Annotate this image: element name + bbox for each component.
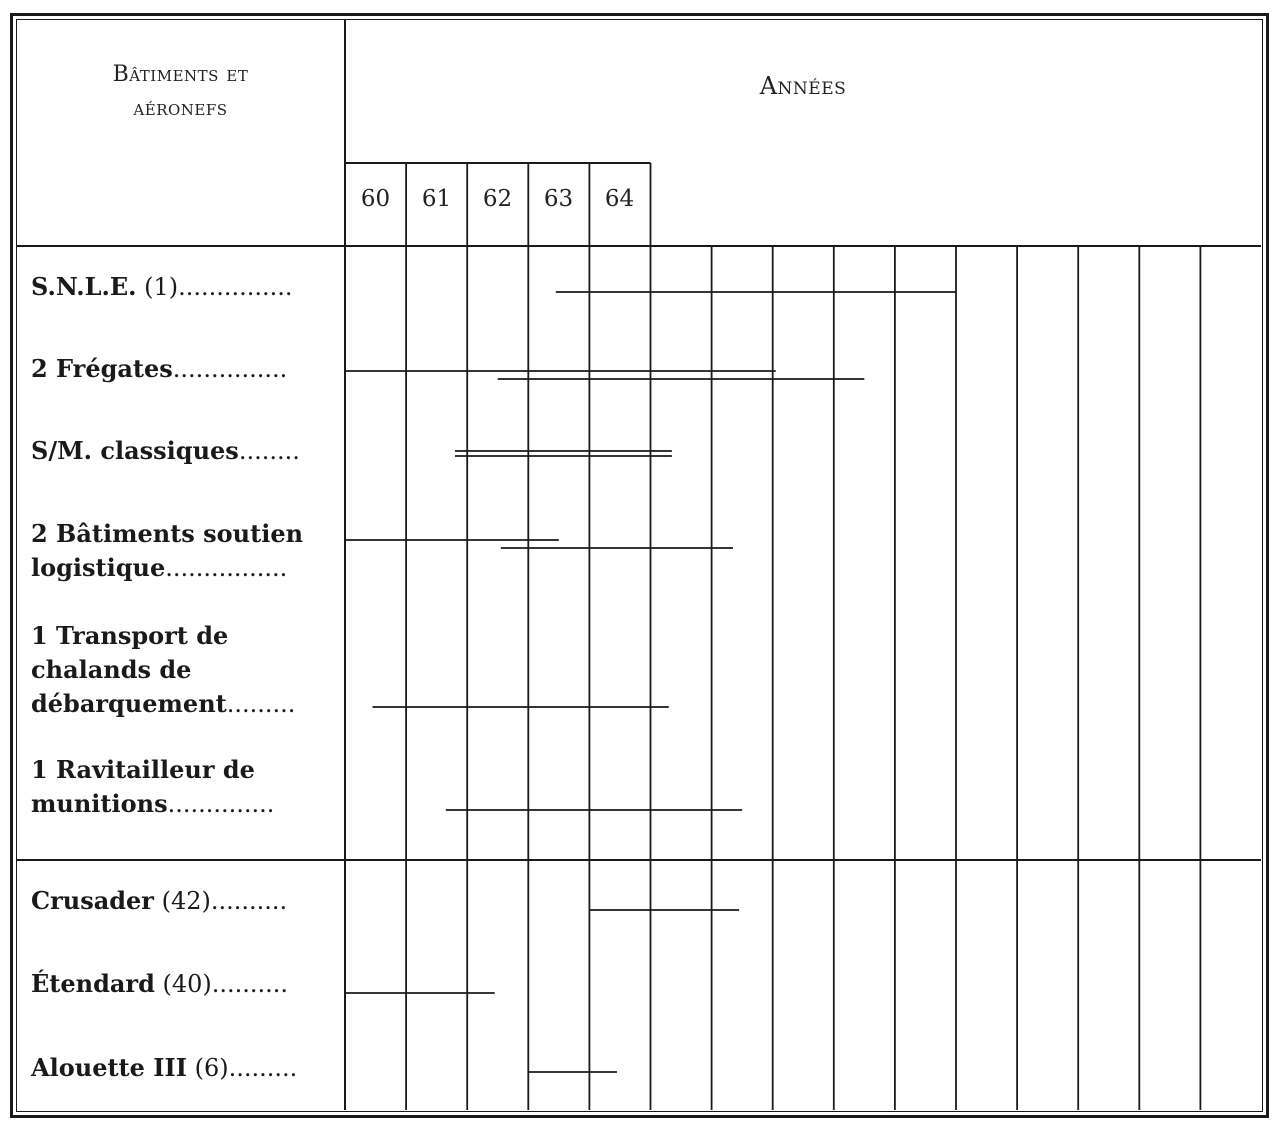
row-detail: (42) <box>153 887 211 915</box>
row-name: S.N.L.E. <box>31 272 137 301</box>
row-name: Alouette III <box>31 1053 187 1082</box>
row-detail: (40) <box>154 970 212 998</box>
header-left-line1: Bâtiments et <box>112 62 249 87</box>
row-leader: ........ <box>238 437 300 465</box>
row-detail: (1) <box>136 273 179 301</box>
year-label: 60 <box>360 186 391 212</box>
header-left-line2: aéronefs <box>133 96 228 121</box>
row-leader: .......... <box>211 970 289 998</box>
year-label: 63 <box>543 186 574 212</box>
row-detail: (6) <box>186 1054 229 1082</box>
row-leader: ................ <box>165 554 288 582</box>
row-name-line1: 2 Bâtiments soutien <box>31 519 304 548</box>
row-label-snle <box>31 270 329 304</box>
header-years: Années <box>759 72 847 100</box>
row-name: 2 Frégates <box>31 354 173 383</box>
row-label-sm-classiques <box>31 434 329 468</box>
row-name-line2: logistique <box>31 553 166 582</box>
row-name-line2: munitions <box>31 789 168 818</box>
header-ships-aircraft <box>17 58 344 126</box>
row-label-etendard <box>31 967 329 1001</box>
row-label-crusader <box>31 884 329 918</box>
row-name-line3: débarquement <box>31 689 227 718</box>
row-name-line1: 1 Transport de <box>31 621 229 650</box>
row-label-fregates <box>31 352 329 386</box>
row-leader: ............... <box>172 355 288 383</box>
year-label: 61 <box>421 186 452 212</box>
row-name-line1: 1 Ravitailleur de <box>31 755 255 784</box>
row-label-ravitailleur <box>31 753 329 821</box>
year-label: 64 <box>604 186 635 212</box>
row-leader: ......... <box>226 690 296 718</box>
row-name: S/M. classiques <box>31 436 239 465</box>
row-leader: ............... <box>178 273 293 301</box>
row-name: Étendard <box>31 969 155 998</box>
row-name: Crusader <box>31 886 154 915</box>
year-label: 62 <box>482 186 513 212</box>
row-leader: .......... <box>210 887 288 915</box>
row-label-transport-chalands <box>31 619 329 721</box>
row-leader: .............. <box>167 790 275 818</box>
row-label-soutien-logistique <box>31 517 329 585</box>
row-leader: ......... <box>228 1054 298 1082</box>
row-name-line2: chalands de <box>31 655 192 684</box>
row-label-alouette <box>31 1051 329 1085</box>
